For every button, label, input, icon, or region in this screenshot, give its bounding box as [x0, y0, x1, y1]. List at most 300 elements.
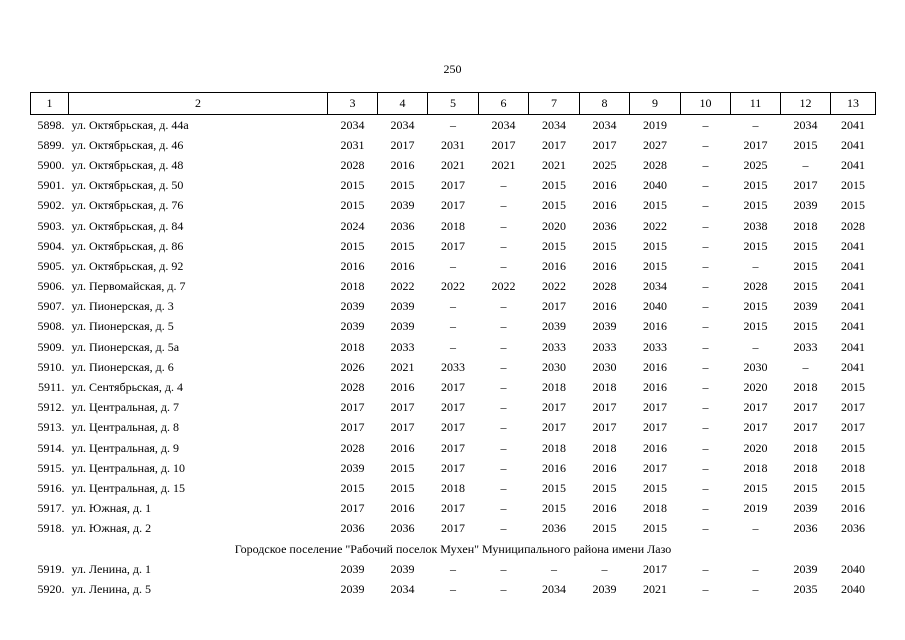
section-row — [31, 539, 876, 559]
year-cell: 2017 — [743, 400, 768, 415]
table-row — [31, 377, 876, 397]
year-cell: 2025 — [592, 157, 617, 172]
year-cell: 2034 — [340, 117, 365, 132]
year-cell: – — [702, 117, 709, 132]
year-cell: – — [702, 178, 709, 193]
year-cell: 2017 — [542, 420, 566, 435]
year-cell: 2017 — [441, 440, 465, 455]
year-cell: 2028 — [643, 157, 667, 172]
row-number: 5909. — [37, 339, 65, 354]
year-cell: – — [702, 218, 709, 233]
year-cell: 2040 — [841, 581, 865, 596]
row-number: 5914. — [37, 440, 65, 455]
year-cell: 2030 — [743, 359, 768, 374]
year-cell: – — [500, 501, 507, 516]
data-table — [30, 92, 876, 600]
table-row — [31, 337, 876, 357]
year-cell: 2015 — [542, 178, 566, 193]
year-cell: 2017 — [743, 137, 768, 152]
year-cell: – — [450, 319, 456, 334]
year-cell: – — [702, 420, 709, 435]
year-cell: 2015 — [841, 178, 865, 193]
year-cell: 2017 — [340, 501, 365, 516]
column-header: 6 — [479, 93, 529, 115]
year-cell: 2039 — [592, 319, 617, 334]
year-cell: 2034 — [643, 279, 667, 294]
address-cell: ул. Центральная, д. 9 — [71, 440, 180, 455]
year-cell: 2020 — [743, 380, 768, 395]
year-cell: 2033 — [390, 339, 415, 354]
address-cell: ул. Центральная, д. 7 — [71, 400, 180, 415]
year-cell: 2015 — [841, 198, 865, 213]
year-cell: 2031 — [441, 137, 465, 152]
year-cell: 2021 — [491, 157, 516, 172]
year-cell: 2015 — [592, 521, 617, 536]
year-cell: 2036 — [390, 521, 415, 536]
table-row — [31, 499, 876, 519]
year-cell: 2017 — [441, 420, 465, 435]
year-cell: 2022 — [643, 218, 667, 233]
year-cell: 2018 — [643, 501, 667, 516]
row-number: 5899. — [37, 137, 65, 152]
year-cell: – — [702, 440, 709, 455]
table-row — [31, 115, 876, 136]
table-row — [31, 216, 876, 236]
year-cell: 2017 — [592, 137, 617, 152]
year-cell: 2015 — [592, 480, 617, 495]
year-cell: 2028 — [340, 380, 365, 395]
address-cell: ул. Центральная, д. 15 — [71, 480, 186, 495]
year-cell: 2021 — [441, 157, 465, 172]
year-cell: 2018 — [441, 218, 465, 233]
year-cell: 2017 — [390, 400, 415, 415]
year-cell: 2039 — [390, 319, 415, 334]
table-row — [31, 317, 876, 337]
table-row — [31, 579, 876, 599]
year-cell: 2015 — [793, 238, 818, 253]
column-header: 1 — [31, 93, 69, 115]
year-cell: 2018 — [592, 380, 617, 395]
column-header: 13 — [831, 93, 876, 115]
column-header: 7 — [529, 93, 580, 115]
year-cell: 2017 — [542, 137, 566, 152]
year-cell: 2017 — [643, 400, 667, 415]
year-cell: 2040 — [643, 299, 667, 314]
year-cell: – — [500, 359, 507, 374]
year-cell: 2017 — [441, 178, 465, 193]
year-cell: 2018 — [793, 460, 818, 475]
year-cell: 2034 — [390, 581, 415, 596]
year-cell: 2016 — [390, 157, 415, 172]
year-cell: – — [500, 238, 507, 253]
year-cell: 2017 — [592, 400, 617, 415]
year-cell: – — [702, 359, 709, 374]
year-cell: 2040 — [841, 561, 865, 576]
year-cell: 2015 — [643, 198, 667, 213]
year-cell: 2033 — [542, 339, 566, 354]
year-cell: – — [450, 299, 456, 314]
row-number: 5900. — [37, 157, 65, 172]
year-cell: 2015 — [793, 480, 818, 495]
address-cell: ул. Октябрьская, д. 84 — [71, 218, 184, 233]
column-header: 4 — [378, 93, 428, 115]
year-cell: 2041 — [841, 359, 865, 374]
year-cell: – — [500, 400, 507, 415]
year-cell: 2018 — [793, 218, 818, 233]
year-cell: – — [500, 521, 507, 536]
year-cell: 2021 — [390, 359, 415, 374]
year-cell: 2024 — [340, 218, 365, 233]
year-cell: – — [500, 339, 507, 354]
address-cell: ул. Пионерская, д. 3 — [71, 299, 174, 314]
year-cell: 2016 — [340, 258, 365, 273]
year-cell: 2039 — [793, 299, 818, 314]
year-cell: 2016 — [643, 380, 667, 395]
address-cell: ул. Октябрьская, д. 86 — [71, 238, 184, 253]
year-cell: 2015 — [643, 521, 667, 536]
year-cell: 2016 — [592, 501, 617, 516]
address-cell: ул. Первомайская, д. 7 — [71, 279, 186, 294]
year-cell: 2015 — [841, 480, 865, 495]
year-cell: 2039 — [793, 198, 818, 213]
year-cell: 2019 — [643, 117, 667, 132]
year-cell: – — [702, 400, 709, 415]
year-cell: 2015 — [643, 258, 667, 273]
table-row — [31, 176, 876, 196]
row-number: 5906. — [37, 279, 65, 294]
year-cell: 2016 — [592, 178, 617, 193]
year-cell: – — [601, 561, 608, 576]
year-cell: – — [752, 561, 759, 576]
year-cell: 2039 — [390, 561, 415, 576]
year-cell: 2015 — [643, 480, 667, 495]
year-cell: 2021 — [643, 581, 667, 596]
header-row — [31, 93, 876, 115]
column-header: 10 — [681, 93, 731, 115]
year-cell: – — [702, 258, 709, 273]
year-cell: 2017 — [491, 137, 516, 152]
table-row — [31, 277, 876, 297]
table-row — [31, 418, 876, 438]
year-cell: – — [702, 339, 709, 354]
row-number: 5919. — [37, 561, 65, 576]
year-cell: 2017 — [643, 460, 667, 475]
year-cell: 2035 — [793, 581, 818, 596]
page-number: 250 — [443, 62, 462, 76]
year-cell: – — [500, 420, 507, 435]
year-cell: – — [500, 198, 507, 213]
year-cell: – — [500, 299, 507, 314]
year-cell: 2028 — [841, 218, 865, 233]
address-cell: ул. Ленина, д. 1 — [71, 561, 152, 576]
table-row — [31, 196, 876, 216]
year-cell: – — [802, 157, 809, 172]
column-header: 8 — [580, 93, 630, 115]
table-row — [31, 135, 876, 155]
year-cell: 2019 — [743, 501, 768, 516]
year-cell: 2038 — [743, 218, 768, 233]
address-cell: ул. Пионерская, д. 6 — [71, 359, 174, 374]
address-cell: ул. Центральная, д. 8 — [71, 420, 180, 435]
year-cell: 2016 — [592, 460, 617, 475]
year-cell: 2028 — [592, 279, 617, 294]
column-header: 5 — [428, 93, 479, 115]
year-cell: – — [450, 117, 456, 132]
address-cell: ул. Сентябрьская, д. 4 — [71, 380, 183, 395]
year-cell: 2020 — [743, 440, 768, 455]
year-cell: – — [752, 581, 759, 596]
address-cell: ул. Октябрьская, д. 48 — [71, 157, 184, 172]
year-cell: 2033 — [592, 339, 617, 354]
year-cell: 2018 — [743, 460, 768, 475]
year-cell: 2022 — [390, 279, 415, 294]
year-cell: 2015 — [743, 299, 768, 314]
table-row — [31, 458, 876, 478]
year-cell: – — [702, 561, 709, 576]
year-cell: 2017 — [340, 420, 365, 435]
year-cell: 2016 — [643, 319, 667, 334]
year-cell: 2041 — [841, 339, 865, 354]
year-cell: 2015 — [793, 258, 818, 273]
year-cell: 2018 — [542, 380, 566, 395]
year-cell: 2015 — [793, 137, 818, 152]
year-cell: 2020 — [542, 218, 566, 233]
year-cell: 2017 — [793, 420, 818, 435]
table-row — [31, 297, 876, 317]
address-cell: ул. Октябрьская, д. 76 — [71, 198, 184, 213]
year-cell: 2015 — [743, 238, 768, 253]
address-cell: ул. Южная, д. 1 — [71, 501, 152, 516]
year-cell: – — [500, 581, 507, 596]
year-cell: 2033 — [441, 359, 465, 374]
year-cell: 2018 — [340, 279, 365, 294]
year-cell: 2017 — [743, 420, 768, 435]
year-cell: 2027 — [643, 137, 667, 152]
year-cell: 2034 — [390, 117, 415, 132]
year-cell: 2018 — [793, 440, 818, 455]
year-cell: 2018 — [841, 460, 865, 475]
year-cell: 2022 — [441, 279, 465, 294]
year-cell: 2021 — [542, 157, 566, 172]
year-cell: 2015 — [643, 238, 667, 253]
year-cell: 2026 — [340, 359, 365, 374]
year-cell: 2015 — [743, 198, 768, 213]
year-cell: 2018 — [793, 380, 818, 395]
year-cell: – — [702, 279, 709, 294]
row-number: 5918. — [37, 521, 65, 536]
year-cell: 2015 — [793, 279, 818, 294]
year-cell: 2015 — [592, 238, 617, 253]
year-cell: – — [752, 117, 759, 132]
year-cell: 2016 — [841, 501, 865, 516]
year-cell: 2041 — [841, 157, 865, 172]
year-cell: 2017 — [441, 400, 465, 415]
year-cell: 2016 — [643, 440, 667, 455]
year-cell: 2018 — [542, 440, 566, 455]
year-cell: 2016 — [390, 258, 415, 273]
table-row — [31, 519, 876, 539]
year-cell: 2039 — [390, 198, 415, 213]
table-row — [31, 236, 876, 256]
year-cell: 2017 — [793, 178, 818, 193]
year-cell: 2034 — [592, 117, 617, 132]
row-number: 5910. — [37, 359, 65, 374]
column-header: 9 — [630, 93, 681, 115]
year-cell: 2016 — [592, 258, 617, 273]
section-title: Городское поселение "Рабочий поселок Мухен" Муниципального района имени Лазо — [234, 541, 672, 556]
year-cell: 2017 — [390, 137, 415, 152]
year-cell: 2017 — [390, 420, 415, 435]
year-cell: 2030 — [542, 359, 566, 374]
table-row — [31, 438, 876, 458]
year-cell: 2039 — [340, 581, 365, 596]
year-cell: – — [450, 258, 456, 273]
year-cell: 2015 — [743, 319, 768, 334]
table-row — [31, 559, 876, 579]
year-cell: – — [450, 339, 456, 354]
year-cell: 2015 — [841, 440, 865, 455]
table-row — [31, 478, 876, 498]
column-header: 11 — [731, 93, 781, 115]
year-cell: 2034 — [542, 117, 566, 132]
year-cell: 2039 — [542, 319, 566, 334]
year-cell: 2017 — [643, 420, 667, 435]
year-cell: 2017 — [441, 521, 465, 536]
year-cell: 2041 — [841, 319, 865, 334]
year-cell: 2017 — [441, 501, 465, 516]
row-number: 5904. — [37, 238, 65, 253]
year-cell: – — [500, 440, 507, 455]
year-cell: 2017 — [643, 561, 667, 576]
year-cell: – — [702, 521, 709, 536]
year-cell: 2034 — [542, 581, 566, 596]
year-cell: 2015 — [390, 480, 415, 495]
address-cell: ул. Ленина, д. 5 — [71, 581, 152, 596]
address-cell: ул. Центральная, д. 10 — [71, 460, 186, 475]
year-cell: 2039 — [793, 561, 818, 576]
year-cell: 2022 — [542, 279, 566, 294]
year-cell: 2034 — [491, 117, 516, 132]
year-cell: – — [702, 238, 709, 253]
address-cell: ул. Октябрьская, д. 92 — [71, 258, 184, 273]
year-cell: 2016 — [542, 258, 566, 273]
year-cell: 2015 — [542, 198, 566, 213]
year-cell: – — [752, 339, 759, 354]
row-number: 5911. — [37, 380, 65, 395]
year-cell: 2036 — [390, 218, 415, 233]
year-cell: 2028 — [340, 440, 365, 455]
row-number: 5915. — [37, 460, 65, 475]
year-cell: 2017 — [441, 238, 465, 253]
year-cell: 2036 — [592, 218, 617, 233]
row-number: 5898. — [37, 117, 65, 132]
year-cell: – — [500, 380, 507, 395]
row-number: 5920. — [37, 581, 65, 596]
year-cell: 2039 — [793, 501, 818, 516]
row-number: 5905. — [37, 258, 65, 273]
year-cell: 2018 — [592, 440, 617, 455]
year-cell: – — [702, 581, 709, 596]
year-cell: – — [450, 561, 456, 576]
year-cell: – — [500, 480, 507, 495]
year-cell: 2041 — [841, 117, 865, 132]
year-cell: 2039 — [340, 460, 365, 475]
row-number: 5912. — [37, 400, 65, 415]
year-cell: 2017 — [542, 299, 566, 314]
table-row — [31, 155, 876, 175]
year-cell: 2016 — [643, 359, 667, 374]
row-number: 5917. — [37, 501, 65, 516]
year-cell: – — [702, 299, 709, 314]
year-cell: – — [752, 521, 759, 536]
year-cell: 2039 — [592, 581, 617, 596]
year-cell: 2036 — [841, 521, 865, 536]
year-cell: 2034 — [793, 117, 818, 132]
year-cell: 2039 — [340, 561, 365, 576]
year-cell: 2022 — [491, 279, 516, 294]
year-cell: 2015 — [542, 238, 566, 253]
row-number: 5908. — [37, 319, 65, 334]
year-cell: – — [702, 157, 709, 172]
year-cell: 2016 — [592, 299, 617, 314]
address-cell: ул. Октябрьская, д. 44а — [71, 117, 189, 132]
year-cell: 2040 — [643, 178, 667, 193]
table-row — [31, 256, 876, 276]
year-cell: – — [500, 178, 507, 193]
year-cell: 2028 — [340, 157, 365, 172]
column-header: 3 — [328, 93, 378, 115]
year-cell: 2015 — [542, 501, 566, 516]
year-cell: – — [500, 460, 507, 475]
year-cell: 2016 — [542, 460, 566, 475]
year-cell: 2015 — [841, 380, 865, 395]
year-cell: 2039 — [340, 319, 365, 334]
year-cell: 2015 — [390, 460, 415, 475]
year-cell: – — [500, 258, 507, 273]
year-cell: 2018 — [340, 339, 365, 354]
address-cell: ул. Октябрьская, д. 46 — [71, 137, 184, 152]
year-cell: 2016 — [390, 440, 415, 455]
year-cell: 2016 — [390, 380, 415, 395]
year-cell: 2017 — [592, 420, 617, 435]
year-cell: 2017 — [793, 400, 818, 415]
year-cell: 2036 — [793, 521, 818, 536]
year-cell: 2015 — [340, 480, 365, 495]
year-cell: 2017 — [841, 400, 865, 415]
year-cell: 2036 — [542, 521, 566, 536]
table-row — [31, 398, 876, 418]
year-cell: 2017 — [441, 380, 465, 395]
year-cell: 2017 — [542, 400, 566, 415]
row-number: 5902. — [37, 198, 65, 213]
year-cell: – — [702, 460, 709, 475]
year-cell: 2031 — [340, 137, 365, 152]
year-cell: 2018 — [441, 480, 465, 495]
address-cell: ул. Октябрьская, д. 50 — [71, 178, 184, 193]
year-cell: 2028 — [743, 279, 768, 294]
address-cell: ул. Южная, д. 2 — [71, 521, 152, 536]
year-cell: – — [702, 319, 709, 334]
year-cell: 2017 — [441, 198, 465, 213]
year-cell: – — [702, 501, 709, 516]
year-cell: 2015 — [542, 480, 566, 495]
year-cell: 2033 — [643, 339, 667, 354]
table-body — [31, 115, 876, 600]
year-cell: – — [702, 198, 709, 213]
row-number: 5916. — [37, 480, 65, 495]
year-cell: – — [802, 359, 809, 374]
row-number: 5907. — [37, 299, 65, 314]
